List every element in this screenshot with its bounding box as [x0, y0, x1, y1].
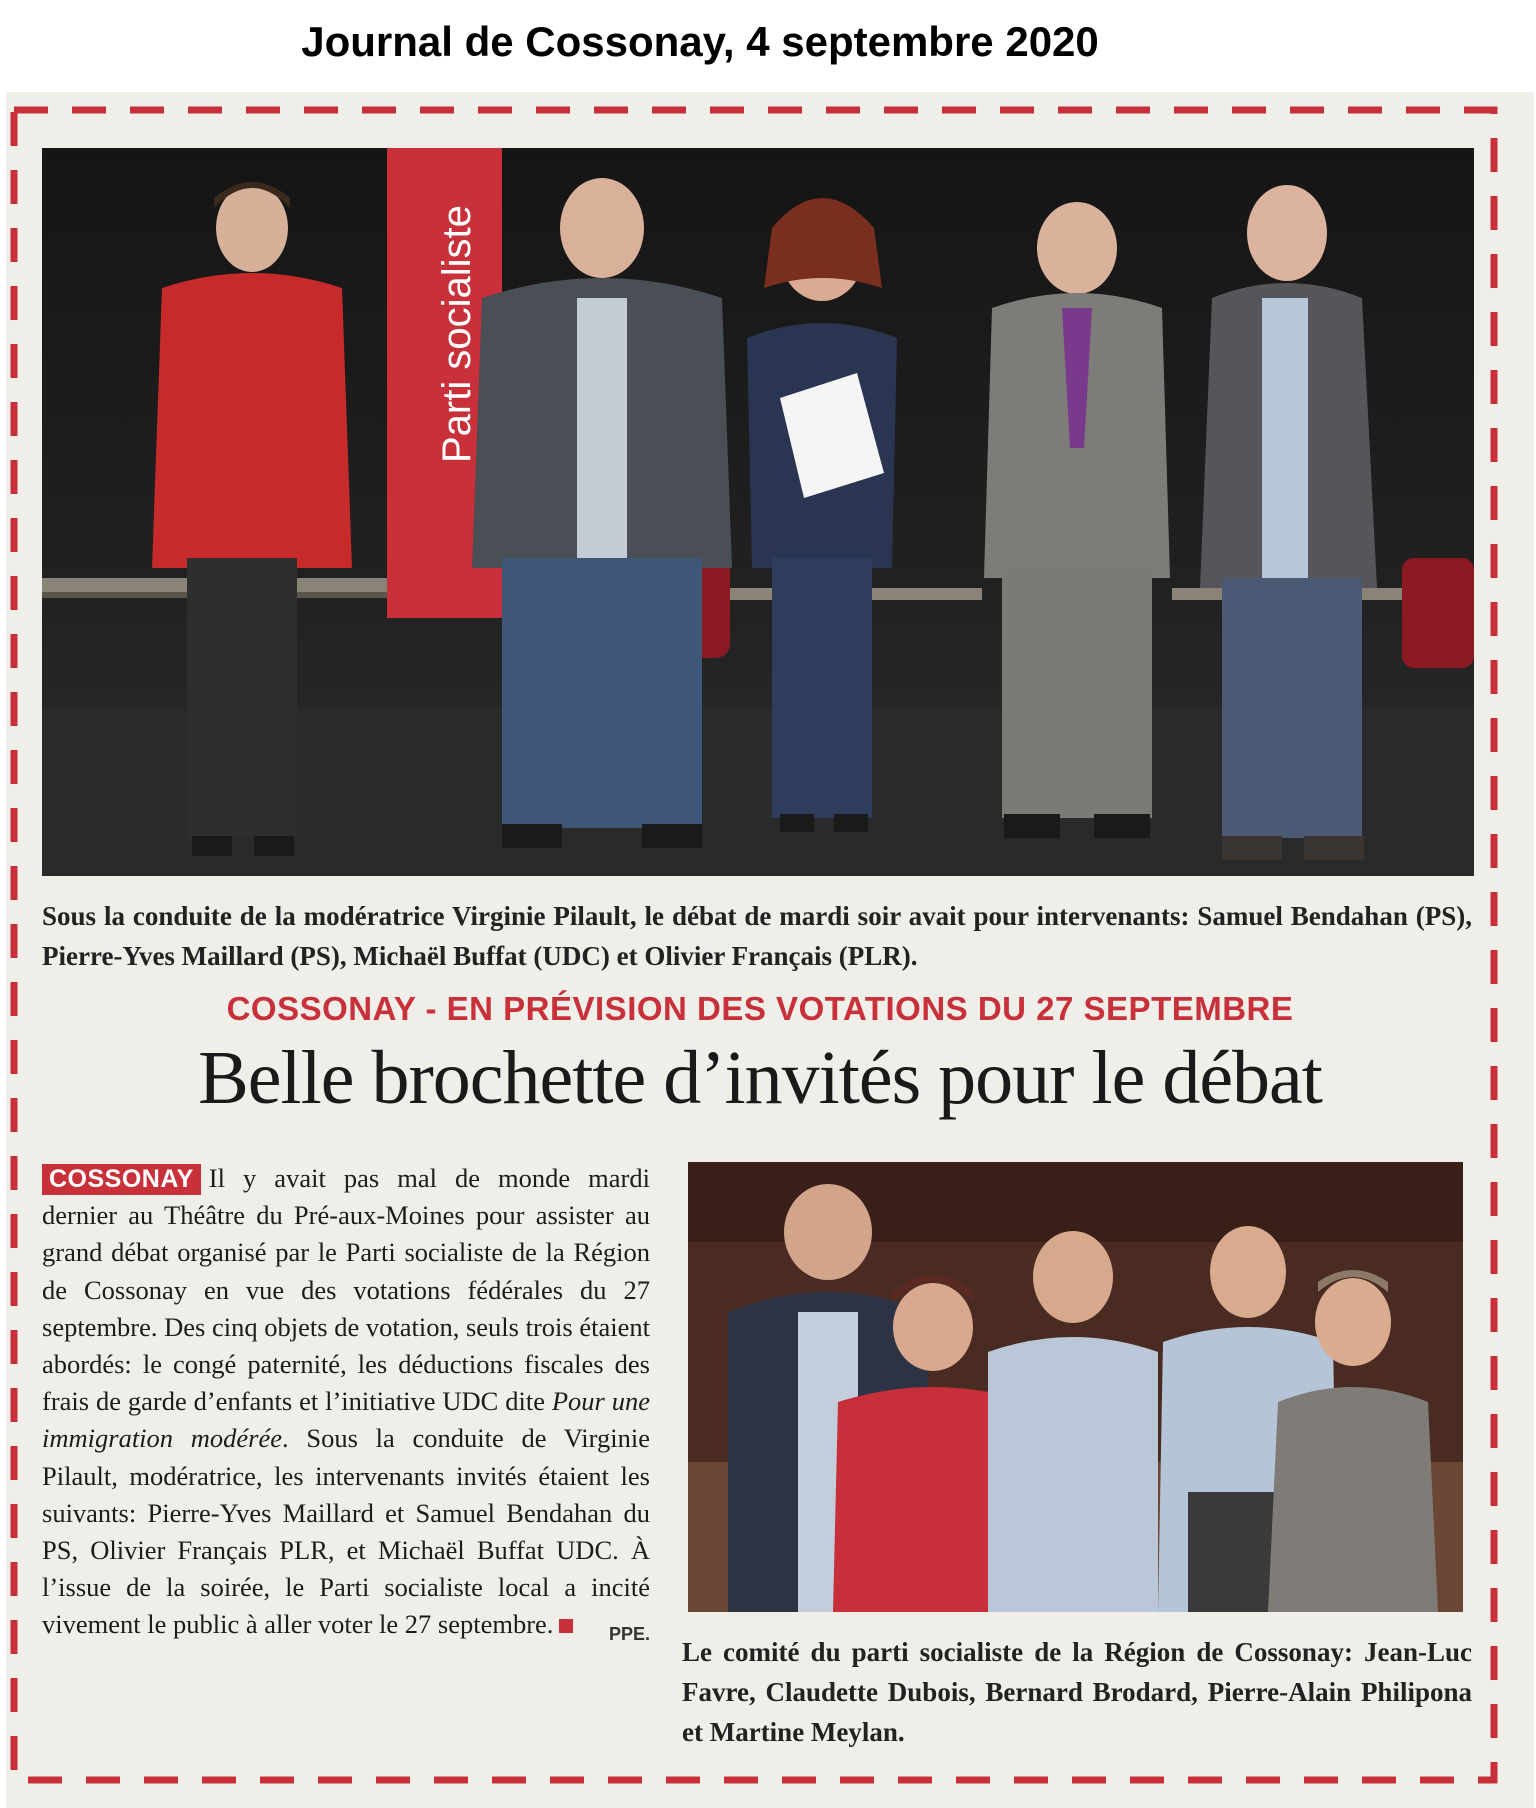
body-part1: Il y avait pas mal de monde mardi dernier au Théâtre du Pré-aux-Moines pour assister au grand débat organisé par le Parti socialiste de la Région de Cossonay en vue des votations fédérales du 27 septembre. Des cinq objets de votation, seuls trois étaient abordés: le congé paternité, les déductions fiscales des frais de garde d’enfants et l’initiative UDC dite	[42, 1163, 650, 1417]
article-kicker: COSSONAY - EN PRÉVISION DES VOTATIONS DU 27 SEPTEMBRE	[226, 990, 1294, 1027]
body-part2: . Sous la conduite de Virginie Pilault, modératrice, les intervenants invités étaient les suivants: Pierre-Yves Maillard et Samuel Bendahan du PS, Olivier Français PLR, et Michaël Buffat UDC. À l’issue de la soirée, le Parti socialiste local a incité vivement le public à aller voter le 27 septembre.	[42, 1423, 650, 1640]
photo1-caption: Sous la conduite de la modératrice Virginie Pilault, le débat de mardi soir avait pour intervenants: Samuel Bendahan (PS), Pierre-Yves Maillard (PS), Michaël Buffat (UDC) et Olivier Français (PLR).	[42, 901, 1472, 971]
author-initials: PPE.	[608, 1624, 650, 1645]
page-title: Journal de Cossonay, 4 septembre 2020	[301, 18, 1099, 65]
committee-photo	[688, 1162, 1463, 1612]
article-body	[42, 1160, 650, 1654]
dateline-tag: COSSONAY	[42, 1164, 201, 1195]
debate-speakers-photo	[42, 148, 1474, 876]
banner-text: Parti socialiste	[435, 205, 479, 463]
end-mark	[559, 1619, 573, 1633]
body-italic: Pour une immigration modérée	[42, 1386, 650, 1454]
article-headline: Belle brochette d’invités pour le débat	[198, 1036, 1322, 1120]
photo2-caption: Le comité du parti socialiste de la Région de Cossonay: Jean-Luc Favre, Claudette Dubois, Bernard Brodard, Pierre-Alain Philipona et Martine Meylan.	[682, 1637, 1472, 1747]
